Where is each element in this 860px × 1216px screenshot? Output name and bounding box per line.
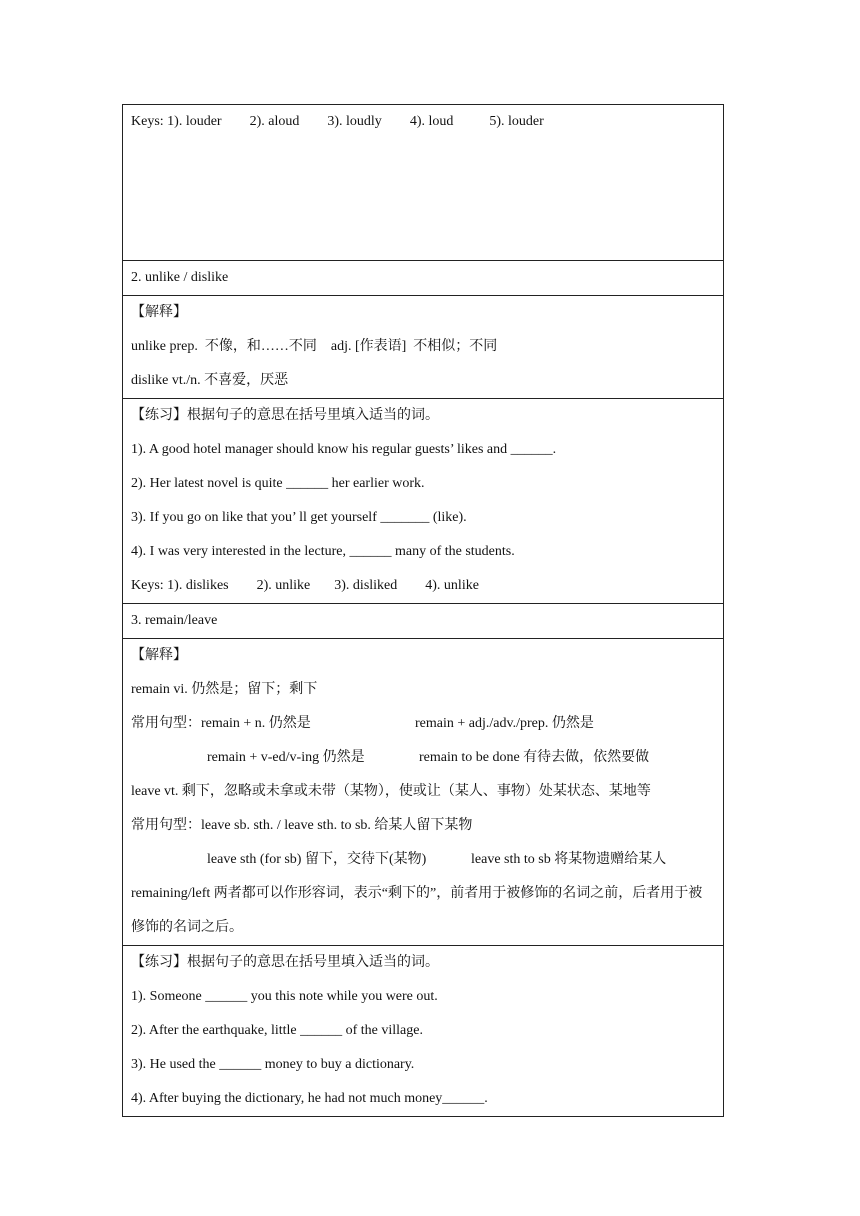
practice-cell [123, 399, 724, 604]
remain-patterns-2 [131, 741, 715, 775]
remain-patterns-1 [131, 707, 715, 741]
key-item: Keys: 1). louder [131, 114, 222, 129]
key-item: 4). unlike [425, 578, 479, 593]
explanation-line: dislike vt./n. 不喜爱，厌恶 [131, 373, 289, 388]
table-row [123, 946, 724, 1117]
remain-definition: remain vi. 仍然是；留下；剩下 [131, 682, 318, 697]
section-title-cell [123, 261, 724, 296]
key-item: Keys: 1). dislikes [131, 578, 229, 593]
leave-patterns-1 [131, 809, 715, 843]
table-row [123, 639, 724, 946]
practice-cell [123, 946, 724, 1117]
practice-question: 4). After buying the dictionary, he had not much money______. [131, 1091, 488, 1106]
pattern-item: remain + n. 仍然是 [201, 716, 311, 731]
table-row [123, 261, 724, 296]
practice-question: 4). I was very interested in the lecture, ______ many of the students. [131, 544, 515, 559]
practice-heading: 【练习】根据句子的意思在括号里填入适当的词。 [131, 408, 439, 423]
explanation-line: unlike prep. 不像，和……不同 adj. [作表语] 不相似；不同 [131, 339, 498, 354]
pattern-label: 常用句型： [131, 716, 201, 731]
key-item: 3). disliked [334, 578, 398, 593]
table-row [123, 604, 724, 639]
key-item: 5). louder [489, 114, 544, 129]
table-row [123, 296, 724, 399]
pattern-item: remain + v-ed/v-ing 仍然是 [207, 750, 365, 765]
leave-definition: leave vt. 剩下，忽略或未拿或未带（某物），使或让（某人、事物）处某状态、某地等 [131, 784, 651, 799]
explanation-heading: 【解释】 [131, 305, 187, 320]
table-row [123, 399, 724, 604]
section-title-cell [123, 604, 724, 639]
pattern-item: remain + adj./adv./prep. 仍然是 [415, 716, 594, 731]
key-item: 2). unlike [256, 578, 311, 593]
pattern-item: leave sth to sb 将某物遗赠给某人 [471, 852, 667, 867]
leave-patterns-2 [131, 843, 715, 877]
table-row [123, 105, 724, 261]
pattern-item: remain to be done 有待去做，依然要做 [419, 750, 650, 765]
practice-question: 3). He used the ______ money to buy a dictionary. [131, 1057, 415, 1072]
explanation-cell [123, 639, 724, 946]
explanation-heading: 【解释】 [131, 648, 187, 663]
pattern-item: leave sth (for sb) 留下，交待下(某物) [207, 852, 427, 867]
pattern-label: 常用句型： [131, 818, 201, 833]
usage-note: remaining/left 两者都可以作形容词，表示“剩下的”，前者用于被修饰的名词之前，后者用于被修饰的名词之后。 [131, 886, 703, 935]
practice-question: 3). If you go on like that you’ ll get yourself _______ (like). [131, 510, 467, 525]
key-item: 3). loudly [327, 114, 382, 129]
practice-question: 1). A good hotel manager should know his regular guests’ likes and ______. [131, 442, 557, 457]
key-item: 2). aloud [249, 114, 300, 129]
vocabulary-table [122, 104, 724, 1117]
explanation-cell [123, 296, 724, 399]
practice-question: 1). Someone ______ you this note while you were out. [131, 989, 438, 1004]
practice-question: 2). Her latest novel is quite ______ her earlier work. [131, 476, 425, 491]
answer-keys-like [131, 569, 715, 603]
answer-keys-loud [131, 105, 715, 139]
keys-cell-loud [123, 105, 724, 261]
key-item: 4). loud [409, 114, 454, 129]
practice-question: 2). After the earthquake, little ______ of the village. [131, 1023, 423, 1038]
pattern-item: leave sb. sth. / leave sth. to sb. 给某人留下某物 [201, 818, 473, 833]
section-title: 2. unlike / dislike [131, 270, 229, 285]
practice-heading: 【练习】根据句子的意思在括号里填入适当的词。 [131, 955, 439, 970]
section-title: 3. remain/leave [131, 613, 218, 628]
